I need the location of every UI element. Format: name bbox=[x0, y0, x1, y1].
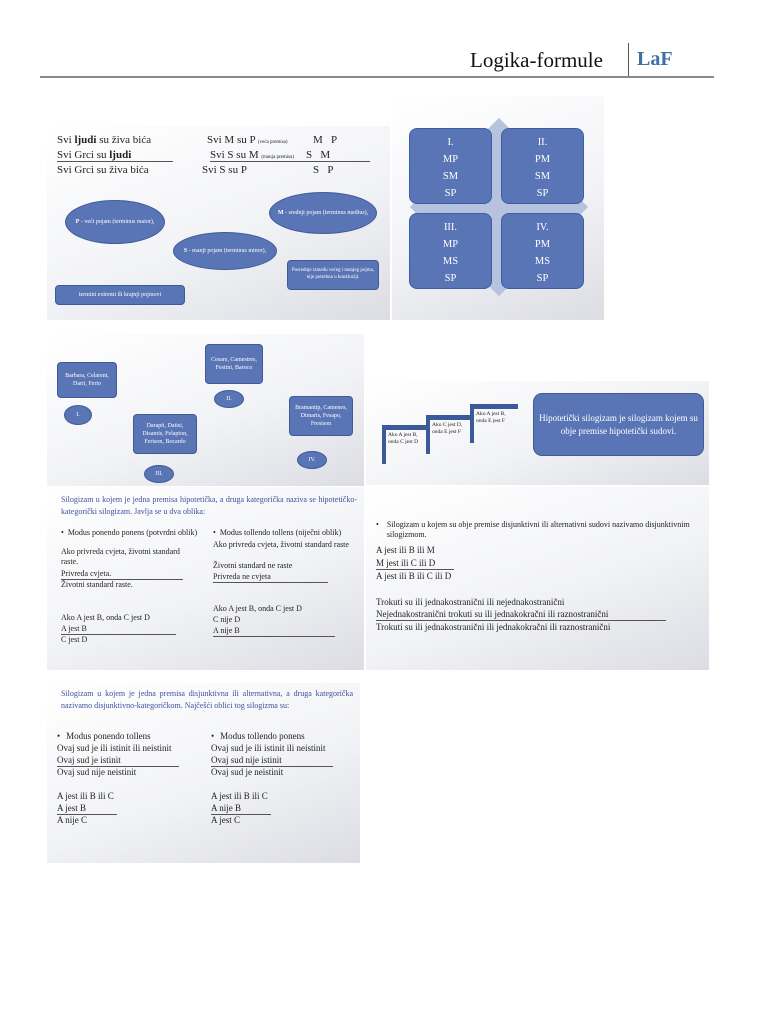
dis-abc-2: M jest ili C ili D bbox=[376, 558, 454, 570]
figure-4: IV. PM MS SP bbox=[501, 213, 584, 289]
dk-left-title: • Modus ponendo tollens bbox=[57, 731, 151, 741]
middle-term-note: Posrednje između većeg i manjeg pojma, nije potrebna u konkluziji. bbox=[287, 260, 379, 290]
hk-left-abc-1: Ako A jest B, onda C jest D bbox=[61, 613, 150, 622]
slide-syllogism-figures bbox=[392, 96, 604, 320]
dk-left-abc-3: A nije C bbox=[57, 815, 88, 825]
dk-left-line-1: Ovaj sud je ili istinit ili neistinit bbox=[57, 743, 172, 753]
dk-left-abc-2: A jest B bbox=[57, 803, 117, 815]
hypo-step-1: Ako A jest B, onda C jest D bbox=[382, 425, 430, 464]
hk-right-line-1: Ako privreda cvjeta, životni standard raste bbox=[213, 540, 349, 549]
dis-abc-3: A jest ili B ili C ili D bbox=[376, 571, 452, 581]
hk-right-abc-1: Ako A jest B, onda C jest D bbox=[213, 604, 302, 613]
hk-left-title: • Modus ponendo ponens (potvrdni oblik) bbox=[61, 528, 198, 537]
header-logo: LaF bbox=[637, 48, 673, 70]
hk-left-line-2: Privreda cvjeta. bbox=[61, 569, 183, 580]
dk-left-abc-1: A jest ili B ili C bbox=[57, 791, 114, 801]
dk-right-abc-2: A nije B bbox=[211, 803, 271, 815]
modes-figure-4: Bramantip, Camenes, Dimaris, Fesapo, Fresison bbox=[289, 396, 353, 436]
hk-right-line-2: Životni standard ne raste bbox=[213, 561, 293, 570]
slide-disjunctive-syllogism bbox=[366, 487, 709, 670]
label-figure-2: II. bbox=[214, 390, 244, 408]
premise-row-2-b: Svi S su M (manja premisa) S M bbox=[210, 149, 370, 162]
dis-tri-1: Trokuti su ili jednakostranični ili nejednakostranični bbox=[376, 597, 565, 607]
header-divider bbox=[628, 43, 629, 78]
dis-intro: • Silogizam u kojem su obje premise disjunktivni ili alternativni sudovi nazivamo disjunktivnim silogizmom. bbox=[376, 520, 690, 539]
dk-left-line-3: Ovaj sud nije neistinit bbox=[57, 767, 137, 777]
slide-figure-modes bbox=[47, 334, 364, 486]
dk-right-line-3: Ovaj sud je neistinit bbox=[211, 767, 284, 777]
label-figure-4: IV. bbox=[297, 451, 327, 469]
header-rule bbox=[40, 76, 714, 78]
dis-tri-3: Trokuti su ili jednakostranični ili jednakokračni ili raznostranični bbox=[376, 622, 611, 632]
hypo-step-3: Ako A jest B, onda E jest F bbox=[470, 404, 518, 443]
hk-right-abc-3: A nije B bbox=[213, 626, 335, 637]
extreme-terms-box: termini extremi ili krajnji pojmovi bbox=[55, 285, 185, 305]
slide-disjunctive-categorical bbox=[47, 683, 360, 863]
slide-categorical-syllogism bbox=[47, 126, 390, 320]
hypo-definition-box: Hipotetički silogizam je silogizam kojem su obje premise hipotetički sudovi. bbox=[533, 393, 704, 456]
page-title: Logika-formule bbox=[470, 48, 603, 72]
dk-intro: Silogizam u kojem je jedna premisa disjunktivna ili alternativna, a druga kategorička nazivamo disjunktivno-kategoričkom. Najčešći oblici tog silogizma su: bbox=[61, 689, 353, 711]
hk-intro: Silogizam u kojem je jedna premisa hipotetička, a druga kategorička naziva se hipotetičko-kategorički silogizam. Javlja se u dva oblika: bbox=[61, 495, 357, 517]
bubble-minor-term: S - manji pojam (terminus minor), bbox=[173, 232, 277, 270]
dk-right-abc-1: A jest ili B ili C bbox=[211, 791, 268, 801]
slide-hypothetical-categorical bbox=[47, 487, 364, 670]
slide-hypothetical-syllogism bbox=[366, 381, 709, 485]
hk-left-abc-3: C jest D bbox=[61, 635, 88, 644]
dk-right-line-1: Ovaj sud je ili istinit ili neistinit bbox=[211, 743, 326, 753]
dis-abc-1: A jest ili B ili M bbox=[376, 545, 435, 555]
figure-2: II. PM SM SP bbox=[501, 128, 584, 204]
dis-tri-2: Nejednakostranični trokuti su ili jednakokračni ili raznostranični bbox=[376, 609, 666, 621]
label-figure-3: III. bbox=[144, 465, 174, 483]
dk-right-title: • Modus tollendo ponens bbox=[211, 731, 305, 741]
dk-left-line-2: Ovaj sud je istinit bbox=[57, 755, 179, 767]
hypo-step-2: Ako C jest D, onda E jest F bbox=[426, 415, 474, 454]
modes-figure-2: Cesare, Camestres, Festini, Baroco bbox=[205, 344, 263, 384]
dk-right-line-2: Ovaj sud nije istinit bbox=[211, 755, 333, 767]
modes-figure-3: Darapti, Datisi, Disamis, Felapton, Ferison, Bocardo bbox=[133, 414, 197, 454]
modes-figure-1: Barbara, Celarent, Darii, Ferio bbox=[57, 362, 117, 398]
dk-right-abc-3: A jest C bbox=[211, 815, 241, 825]
label-figure-1: I. bbox=[64, 405, 92, 425]
bubble-major-term: P - veći pojam (terminus maior), bbox=[65, 200, 165, 244]
hk-right-title: • Modus tollendo tollens (niječni oblik) bbox=[213, 528, 342, 537]
figure-3: III. MP MS SP bbox=[409, 213, 492, 289]
hk-left-line-1: Ako privreda cvjeta, životni standard raste. bbox=[61, 547, 180, 566]
hk-left-abc-2: A jest B bbox=[61, 624, 176, 635]
premise-row-1: Svi ljudi su živa bića Svi M su P (veća premisa) M P bbox=[57, 134, 338, 146]
bubble-middle-term: M - srednji pojam (terminus medius), bbox=[269, 192, 377, 234]
conclusion-row: Svi Grci su živa bića Svi S su P S P bbox=[57, 164, 334, 176]
figure-1: I. MP SM SP bbox=[409, 128, 492, 204]
hk-right-line-3: Privreda ne cvjeta bbox=[213, 572, 328, 583]
premise-row-2: Svi Grci su ljudi bbox=[57, 149, 173, 162]
hk-left-line-3: Životni standard raste. bbox=[61, 580, 133, 589]
hk-right-abc-2: C nije D bbox=[213, 615, 241, 624]
